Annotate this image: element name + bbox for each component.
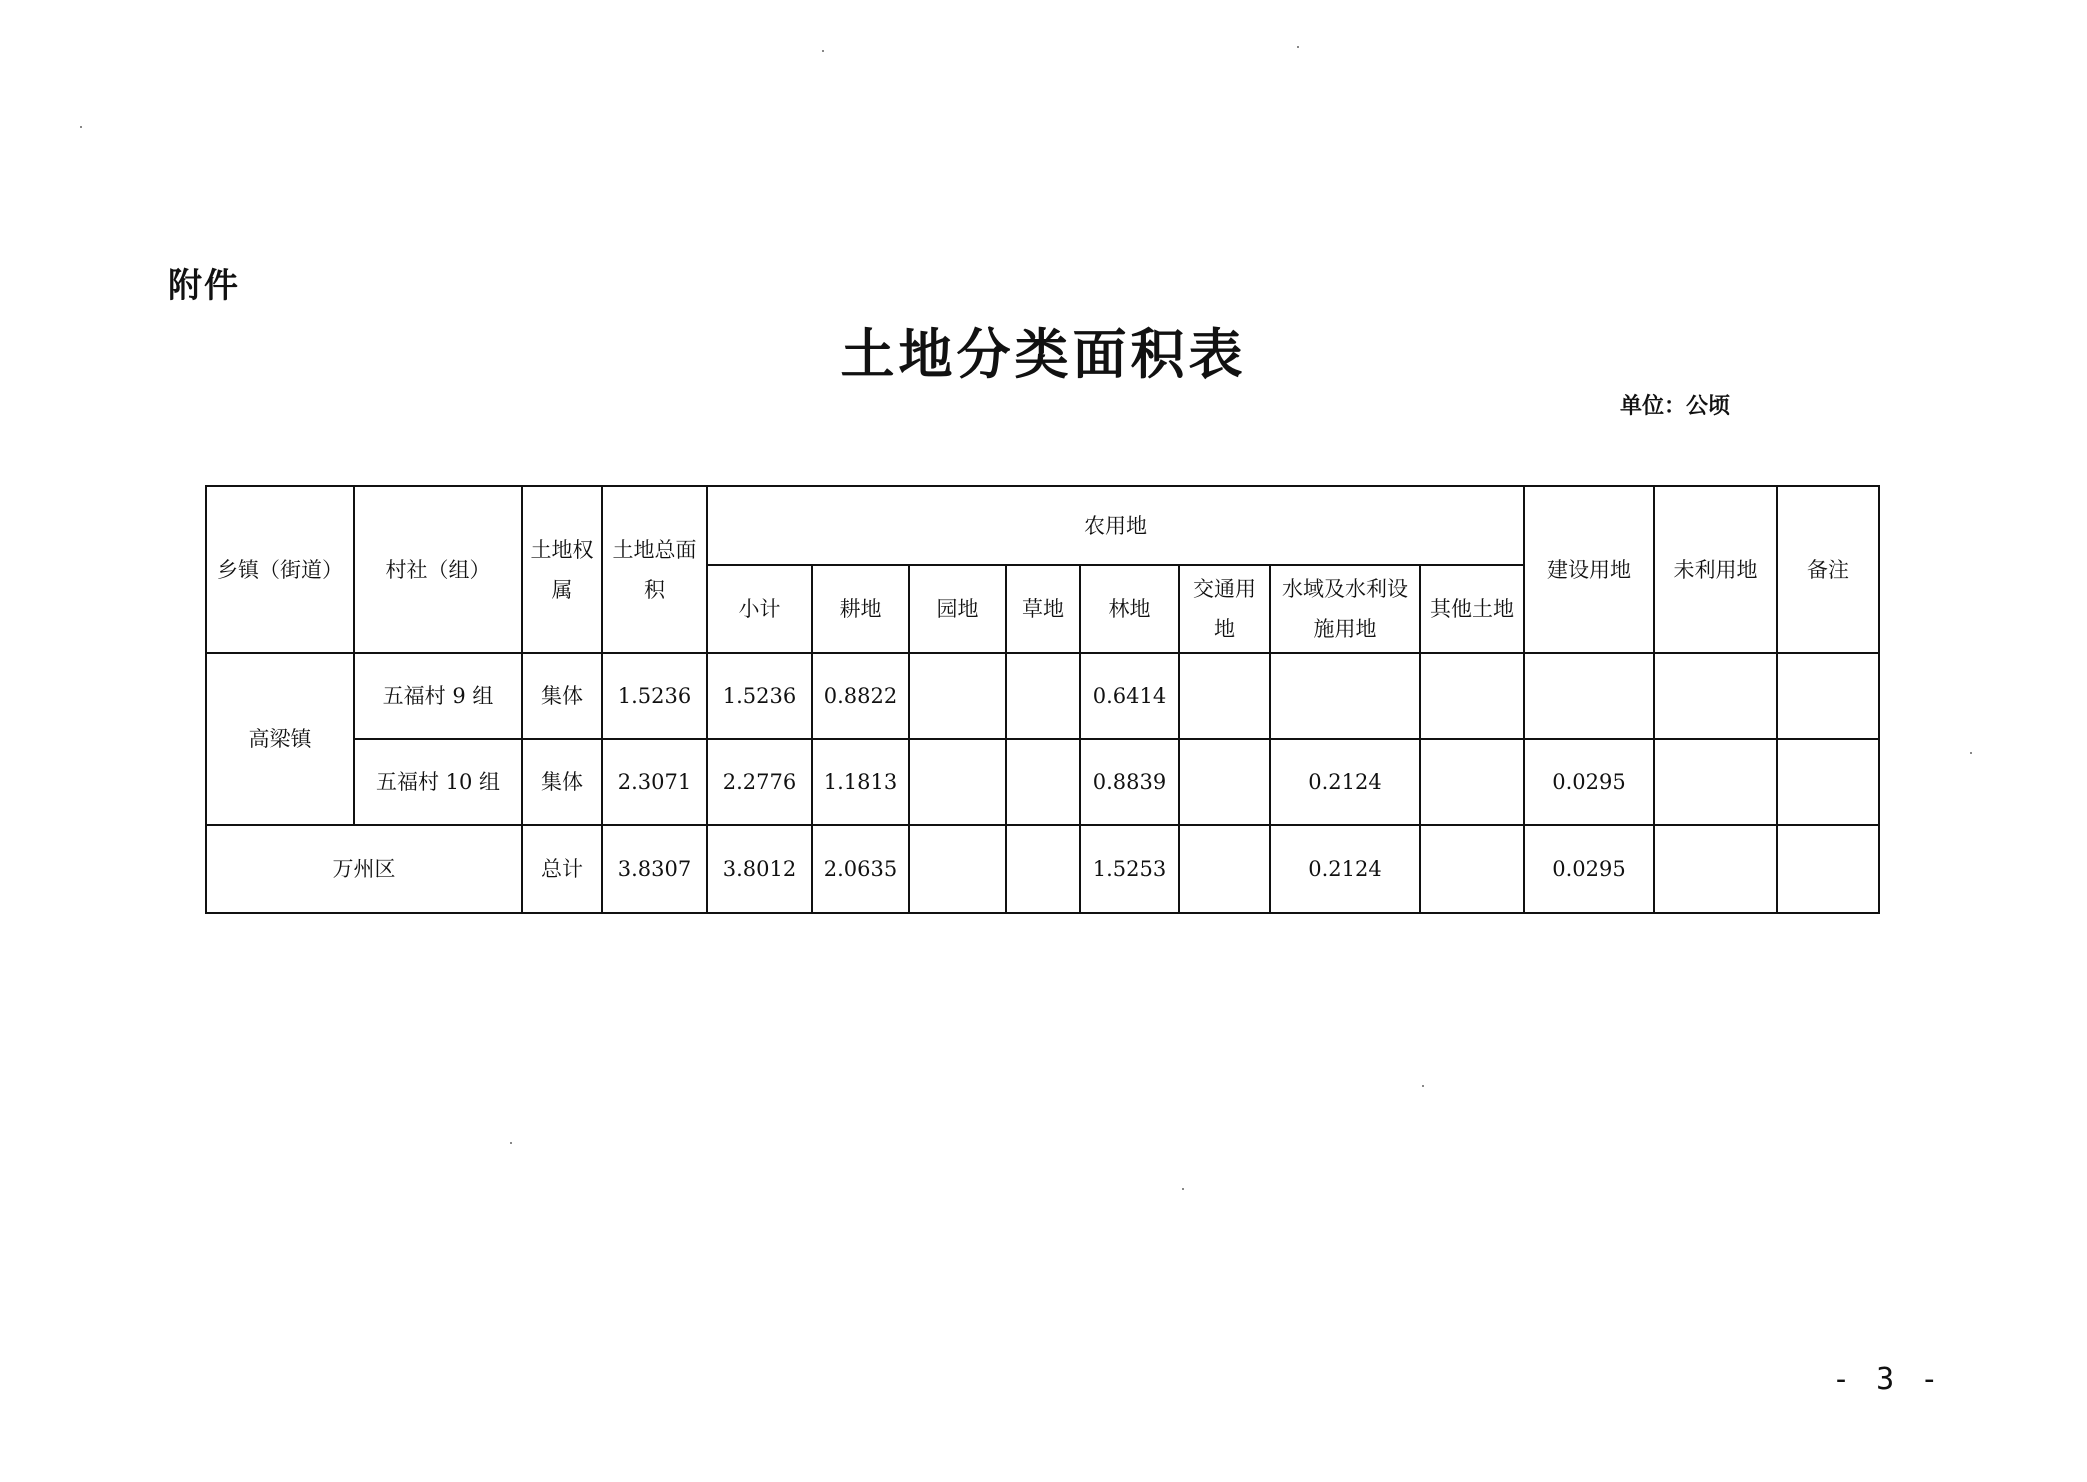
header-transport: 交通用地 xyxy=(1179,565,1270,653)
cell-remark xyxy=(1777,825,1879,913)
cell-total: 3.8307 xyxy=(602,825,707,913)
cell-grass xyxy=(1006,825,1080,913)
header-grass: 草地 xyxy=(1006,565,1080,653)
scan-speck xyxy=(510,1142,512,1144)
header-construction-land: 建设用地 xyxy=(1524,486,1654,653)
header-cultivated: 耕地 xyxy=(812,565,909,653)
table-row xyxy=(206,739,1879,825)
cell-forest: 1.5253 xyxy=(1080,825,1179,913)
cell-forest: 0.8839 xyxy=(1080,739,1179,825)
table-row xyxy=(206,653,1879,739)
header-agricultural-land: 农用地 xyxy=(707,486,1524,565)
page-number: - 3 - xyxy=(1832,1362,1943,1397)
header-garden: 园地 xyxy=(909,565,1006,653)
cell-construction xyxy=(1524,653,1654,739)
cell-water: 0.2124 xyxy=(1270,825,1420,913)
header-water: 水域及水利设施用地 xyxy=(1270,565,1420,653)
header-other: 其他土地 xyxy=(1420,565,1524,653)
page-title: 土地分类面积表 xyxy=(840,322,1247,386)
cell-township: 高梁镇 xyxy=(206,653,354,825)
cell-remark xyxy=(1777,653,1879,739)
header-township: 乡镇（街道） xyxy=(206,486,354,653)
unit-label: 单位：公顷 xyxy=(1620,393,1731,419)
cell-total: 1.5236 xyxy=(602,653,707,739)
cell-forest: 0.6414 xyxy=(1080,653,1179,739)
cell-water: 0.2124 xyxy=(1270,739,1420,825)
cell-transport xyxy=(1179,739,1270,825)
cell-cultivated: 1.1813 xyxy=(812,739,909,825)
cell-water xyxy=(1270,653,1420,739)
cell-ownership: 集体 xyxy=(522,739,602,825)
cell-ownership: 总计 xyxy=(522,825,602,913)
total-row xyxy=(206,825,1879,913)
cell-unused xyxy=(1654,653,1777,739)
header-row-1 xyxy=(206,486,1879,565)
cell-grass xyxy=(1006,653,1080,739)
header-village: 村社（组） xyxy=(354,486,522,653)
cell-construction: 0.0295 xyxy=(1524,739,1654,825)
scan-speck xyxy=(822,50,824,52)
cell-garden xyxy=(909,825,1006,913)
scan-speck xyxy=(1297,46,1299,48)
cell-transport xyxy=(1179,825,1270,913)
cell-district: 万州区 xyxy=(206,825,522,913)
header-remark: 备注 xyxy=(1777,486,1879,653)
cell-subtotal: 1.5236 xyxy=(707,653,812,739)
scan-speck xyxy=(1422,1085,1424,1087)
cell-grass xyxy=(1006,739,1080,825)
header-ownership: 土地权属 xyxy=(522,486,602,653)
header-forest: 林地 xyxy=(1080,565,1179,653)
cell-remark xyxy=(1777,739,1879,825)
header-total-area: 土地总面积 xyxy=(602,486,707,653)
cell-transport xyxy=(1179,653,1270,739)
cell-total: 2.3071 xyxy=(602,739,707,825)
cell-unused xyxy=(1654,739,1777,825)
cell-subtotal: 3.8012 xyxy=(707,825,812,913)
scan-speck xyxy=(1182,1188,1184,1190)
scan-speck xyxy=(80,126,82,128)
cell-other xyxy=(1420,653,1524,739)
header-unused-land: 未利用地 xyxy=(1654,486,1777,653)
cell-ownership: 集体 xyxy=(522,653,602,739)
attachment-label: 附件 xyxy=(168,266,240,306)
cell-garden xyxy=(909,739,1006,825)
cell-construction: 0.0295 xyxy=(1524,825,1654,913)
cell-village: 五福村 9 组 xyxy=(354,653,522,739)
header-subtotal: 小计 xyxy=(707,565,812,653)
cell-village: 五福村 10 组 xyxy=(354,739,522,825)
cell-other xyxy=(1420,825,1524,913)
cell-cultivated: 0.8822 xyxy=(812,653,909,739)
cell-garden xyxy=(909,653,1006,739)
cell-cultivated: 2.0635 xyxy=(812,825,909,913)
land-classification-table xyxy=(205,485,1880,914)
cell-subtotal: 2.2776 xyxy=(707,739,812,825)
cell-other xyxy=(1420,739,1524,825)
cell-unused xyxy=(1654,825,1777,913)
scan-speck xyxy=(1970,752,1972,754)
